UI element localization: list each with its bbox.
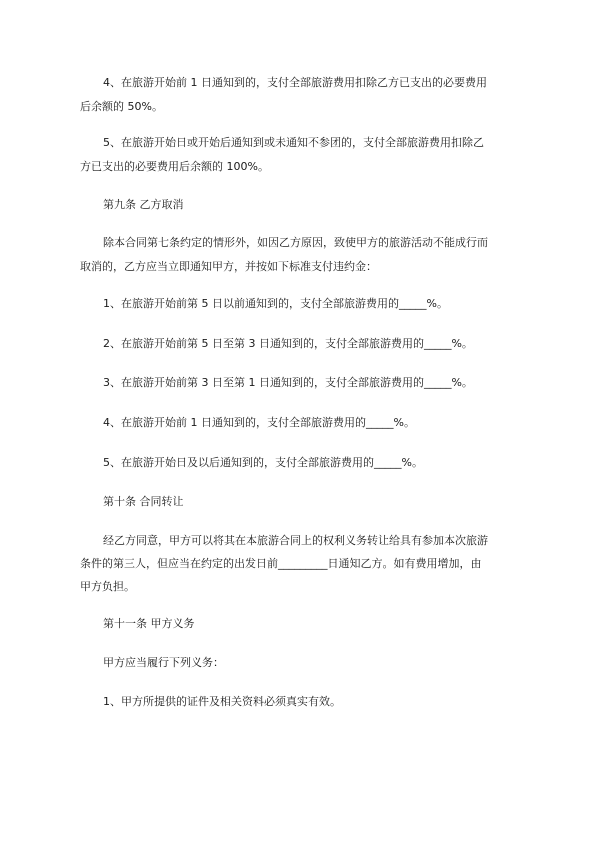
list-item: 2、在旅游开始前第 5 日至第 3 日通知到的，支付全部旅游费用的_____%。: [103, 337, 473, 350]
paragraph-line: 经乙方同意，甲方可以将其在本旅游合同上的权利义务转让给具有参加本次旅游: [103, 534, 488, 547]
paragraph-line: 条件的第三人，但应当在约定的出发日前_________日通知乙方。如有费用增加，由: [80, 557, 482, 570]
paragraph-line: 除本合同第七条约定的情形外，如因乙方原因，致使甲方的旅游活动不能成行而: [103, 236, 488, 249]
list-item: 1、在旅游开始前第 5 日以前通知到的，支付全部旅游费用的_____%。: [103, 297, 448, 310]
paragraph-line: 4、在旅游开始前 1 日通知到的，支付全部旅游费用扣除乙方已支出的必要费用: [103, 76, 487, 89]
list-item: 5、在旅游开始日及以后通知到的，支付全部旅游费用的_____%。: [103, 456, 423, 469]
article-heading: 第九条 乙方取消: [103, 198, 184, 211]
article-heading: 第十一条 甲方义务: [103, 617, 195, 630]
list-item: 4、在旅游开始前 1 日通知到的，支付全部旅游费用的_____%。: [103, 416, 415, 429]
paragraph-line: 取消的，乙方应当立即通知甲方，并按如下标准支付违约金：: [80, 260, 377, 273]
paragraph-line: 5、在旅游开始日或开始后通知到或未通知不参团的，支付全部旅游费用扣除乙: [103, 136, 484, 149]
paragraph-line: 后余额的 50%。: [80, 100, 163, 113]
list-item: 1、甲方所提供的证件及相关资料必须真实有效。: [103, 695, 341, 708]
list-item: 3、在旅游开始前第 3 日至第 1 日通知到的，支付全部旅游费用的_____%。: [103, 376, 473, 389]
paragraph-line: 方已支出的必要费用后余额的 100%。: [80, 160, 269, 173]
paragraph-line: 甲方应当履行下列义务：: [103, 656, 224, 669]
article-heading: 第十条 合同转让: [103, 495, 184, 508]
paragraph-line: 甲方负担。: [80, 580, 135, 593]
